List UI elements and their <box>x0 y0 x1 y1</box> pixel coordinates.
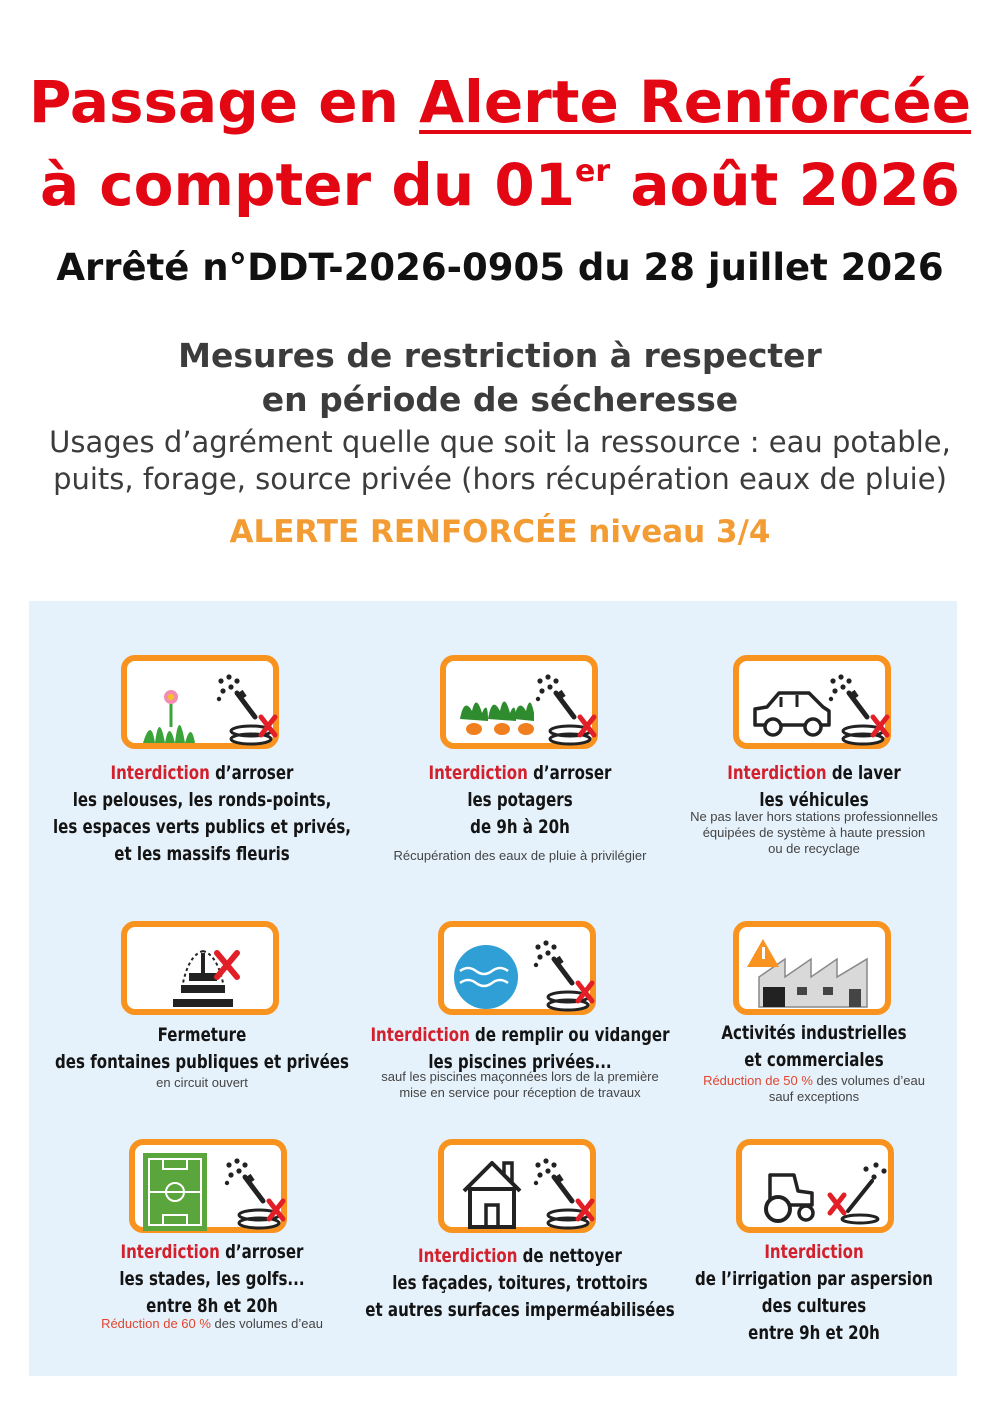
caption-red: Interdiction <box>727 762 827 784</box>
caption-line: des fontaines publiques et privées <box>55 1051 349 1073</box>
caption-line: les stades, les golfs... <box>119 1268 305 1290</box>
heading-line-1: Mesures de restriction à respecter <box>178 336 822 375</box>
usage-line-1: Usages d’agrément quelle que soit la ressource : eau potable, <box>49 425 951 459</box>
caption-line: et les massifs fleuris <box>114 843 290 865</box>
measure-caption-lawns <box>42 760 362 868</box>
caption-line: des cultures <box>761 1295 867 1317</box>
caption-line: les façades, toitures, trottoirs <box>392 1272 648 1294</box>
lawn-watering-icon <box>121 655 279 749</box>
car-wash-icon <box>733 655 891 749</box>
caption-red: Interdiction <box>418 1245 518 1267</box>
caption-rest: d’arroser <box>225 1241 304 1263</box>
note-red: Réduction de 50 % <box>703 1073 813 1088</box>
caption-red: Interdiction <box>370 1024 470 1046</box>
decree-reference: Arrêté n°DDT-2026-0905 du 28 juillet 2026 <box>56 246 944 289</box>
caption-line: les véhicules <box>759 789 869 811</box>
pool-icon <box>438 921 596 1015</box>
caption-line: de l’irrigation par aspersion <box>695 1268 933 1290</box>
note-red: Réduction de 60 % <box>101 1316 211 1331</box>
note-line: Ne pas laver hors stations professionnelles <box>690 809 938 824</box>
measure-caption-car <box>654 760 974 814</box>
caption-red: Interdiction <box>120 1241 220 1263</box>
caption-red: Interdiction <box>764 1241 864 1263</box>
fountain-icon <box>121 921 279 1015</box>
note-text: des volumes d’eau <box>812 1073 925 1088</box>
caption-line: et autres surfaces imperméabilisées <box>365 1299 675 1321</box>
measure-note-car <box>632 809 996 857</box>
measure-caption-industry <box>654 1020 974 1074</box>
caption-line: les potagers <box>467 789 573 811</box>
note-line: ou de recyclage <box>768 841 860 856</box>
caption-rest: d’arroser <box>215 762 294 784</box>
measure-note-vegetable: Récupération des eaux de pluie à privilégier <box>393 848 647 863</box>
measure-note-stadium <box>30 1316 394 1332</box>
house-facade-icon <box>438 1139 596 1233</box>
note-text: des volumes d’eau <box>210 1316 323 1331</box>
caption-line: de 9h à 20h <box>470 816 570 838</box>
caption-rest: Fermeture <box>157 1024 247 1046</box>
stadium-icon <box>129 1139 287 1233</box>
caption-line: les piscines privées... <box>428 1051 612 1073</box>
measure-caption-facade <box>360 1243 680 1324</box>
caption-rest: de remplir ou vidanger <box>475 1024 670 1046</box>
date-suffix: août 2026 <box>630 151 961 219</box>
caption-rest: d’arroser <box>533 762 612 784</box>
tractor-irrigation-icon <box>736 1139 894 1233</box>
caption-rest: Activités industrielles <box>721 1022 907 1044</box>
caption-red: Interdiction <box>110 762 210 784</box>
title-prefix: Passage en <box>28 68 399 136</box>
caption-rest: de laver <box>831 762 901 784</box>
title-highlight: Alerte Renforcée <box>419 68 972 136</box>
measure-note-industry <box>632 1073 996 1105</box>
caption-line: et commerciales <box>744 1049 884 1071</box>
date-sup: er <box>575 154 611 189</box>
title-line-2 <box>0 150 1000 220</box>
vegetable-garden-icon <box>440 655 598 749</box>
heading-line-2: en période de sécheresse <box>261 380 739 419</box>
caption-line: les espaces verts publics et privés, <box>52 816 352 838</box>
alert-level: ALERTE RENFORCÉE niveau 3/4 <box>229 514 771 550</box>
usage-line-2: puits, forage, source privée (hors récupération eaux de pluie) <box>53 462 947 496</box>
caption-line: les pelouses, les ronds-points, <box>72 789 332 811</box>
measure-caption-fountain <box>42 1022 362 1076</box>
factory-icon <box>733 921 891 1015</box>
note-line: équipées de système à haute pression <box>702 825 926 840</box>
caption-red: Interdiction <box>428 762 528 784</box>
measure-note-fountain: en circuit ouvert <box>156 1075 248 1090</box>
note-line: sauf les piscines maçonnées lors de la première <box>381 1069 659 1084</box>
note-line: sauf exceptions <box>768 1089 860 1104</box>
measure-caption-pool <box>360 1022 680 1076</box>
measure-caption-irrigation <box>654 1239 974 1347</box>
measure-caption-stadium <box>52 1239 372 1320</box>
caption-line: entre 9h et 20h <box>748 1322 880 1344</box>
title-line-1 <box>0 68 1000 136</box>
caption-rest: de nettoyer <box>522 1245 622 1267</box>
caption-line: entre 8h et 20h <box>146 1295 278 1317</box>
note-line: mise en service pour réception de travaux <box>399 1085 641 1100</box>
date-prefix: à compter du 01 <box>39 151 576 219</box>
